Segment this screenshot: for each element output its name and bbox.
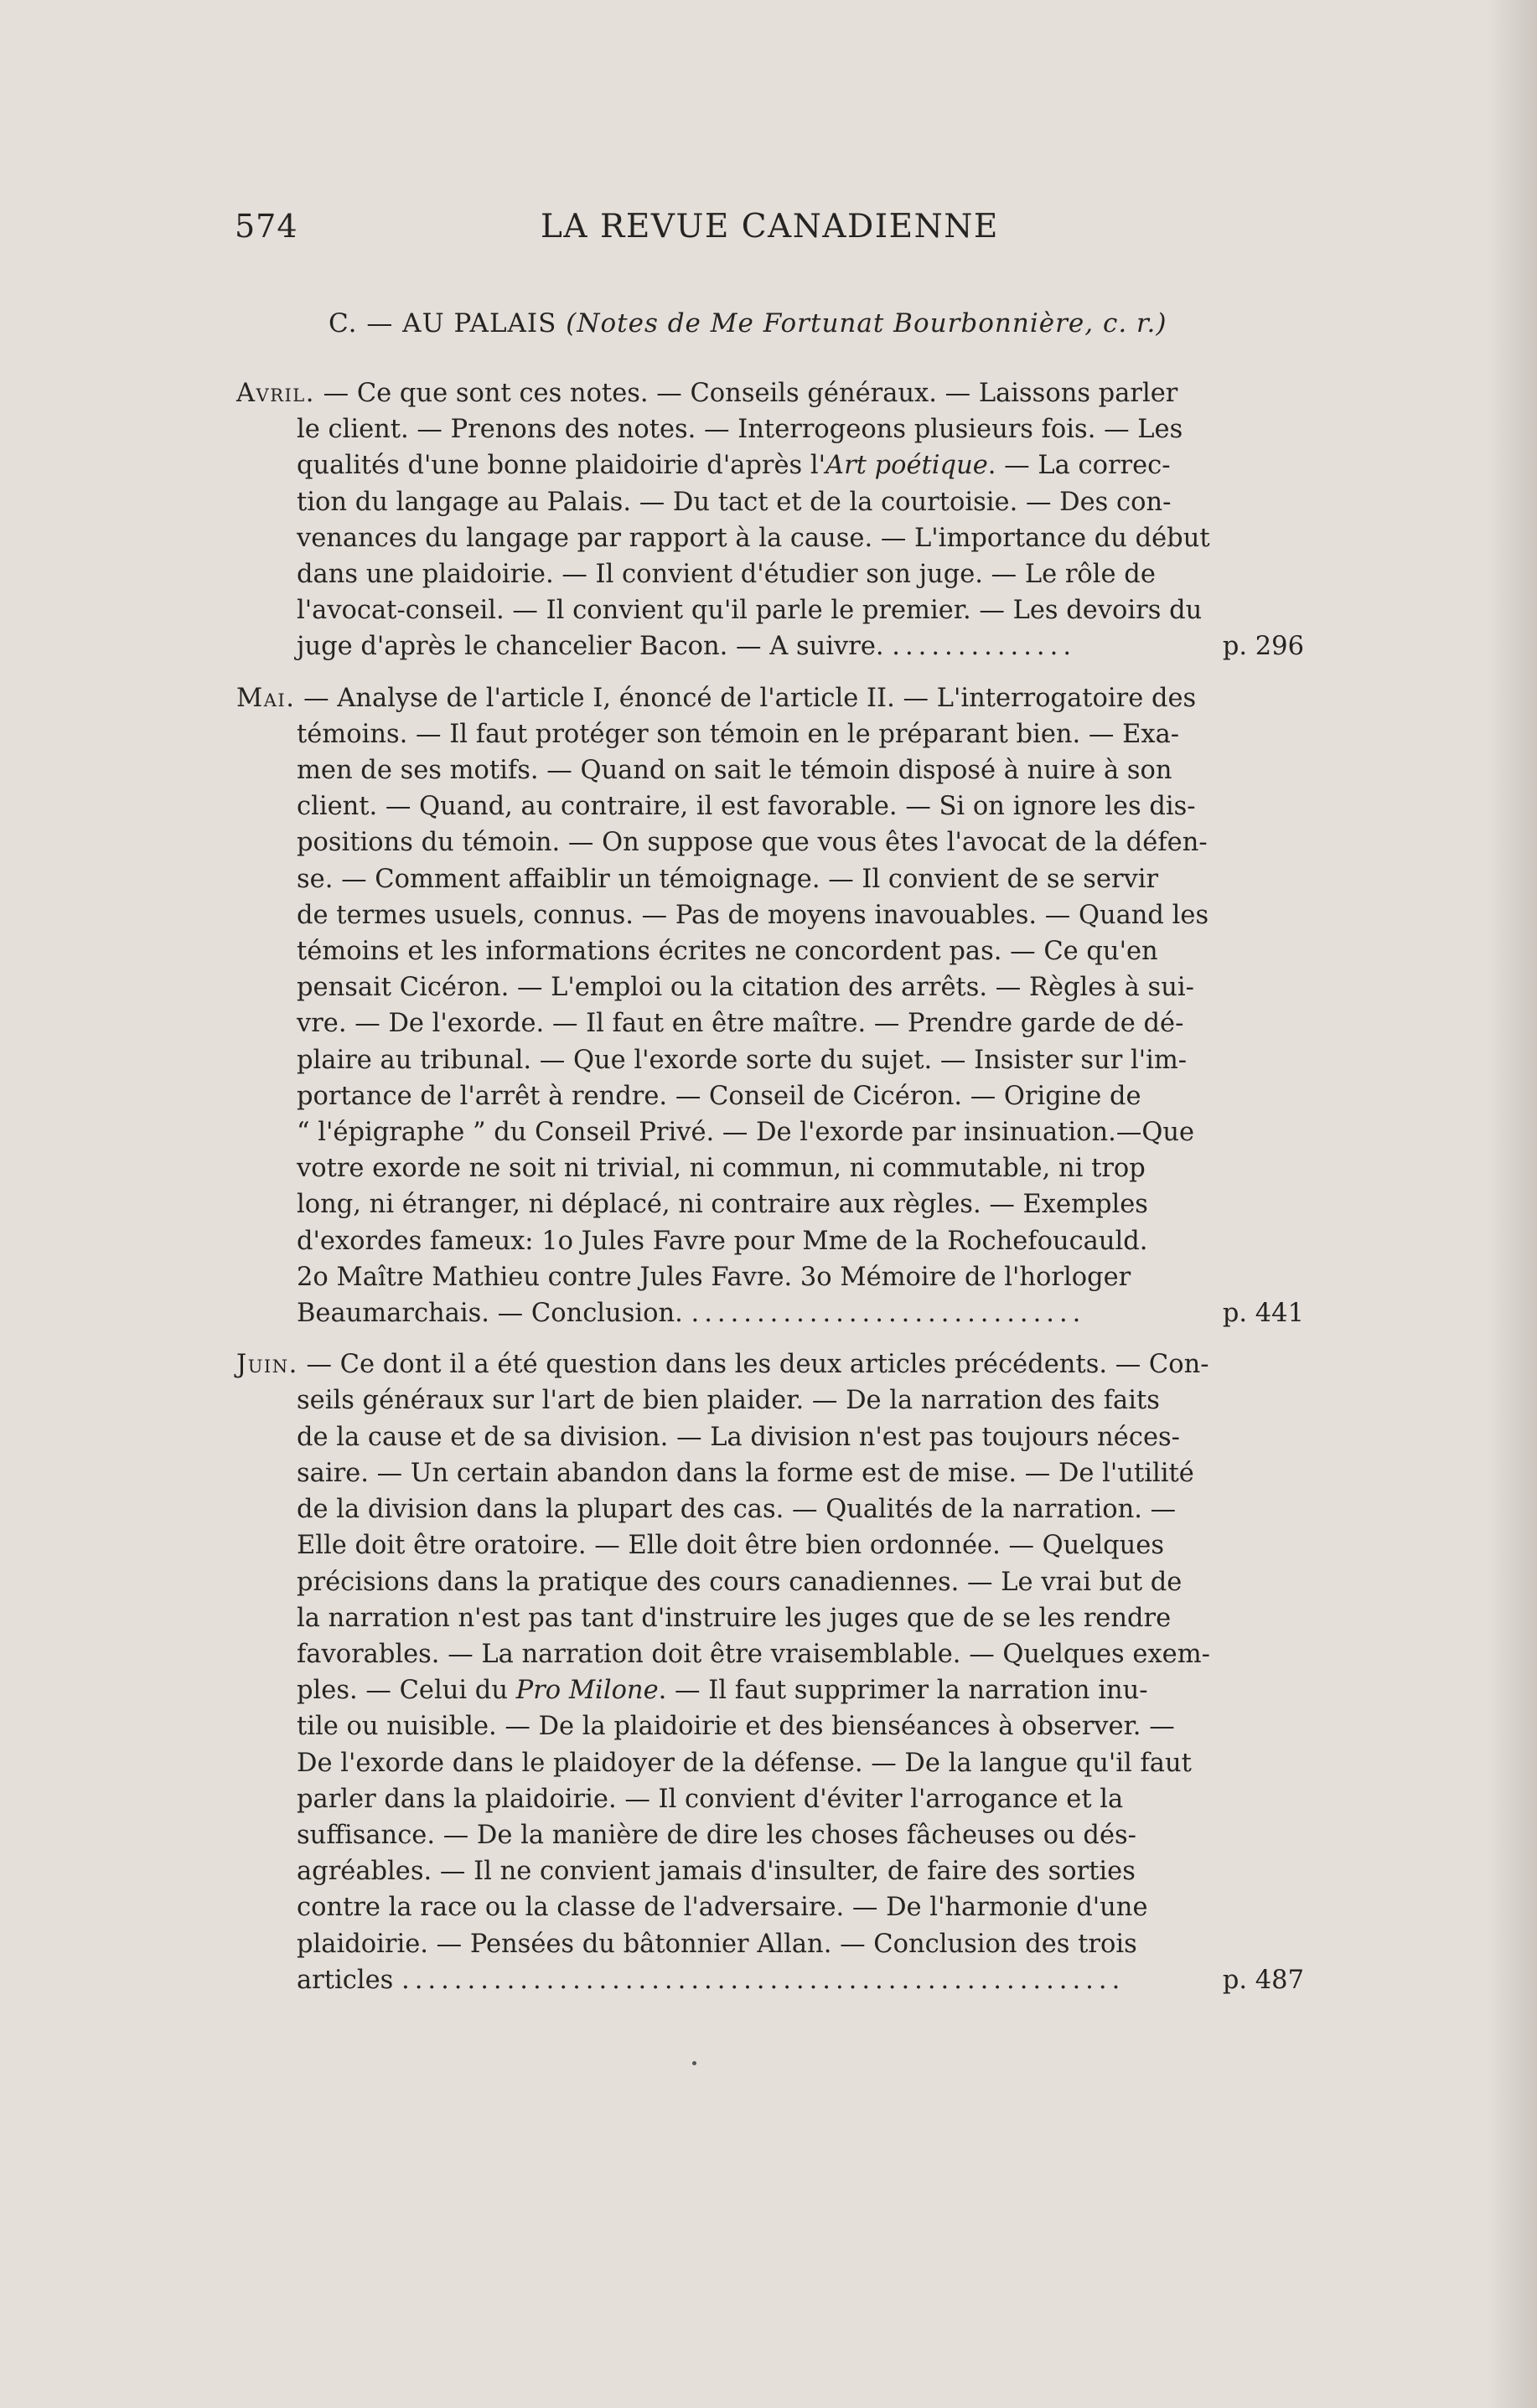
entry-line — [236, 1527, 1304, 1563]
section-label: C. — AU PALAIS — [329, 308, 557, 338]
entry-line — [236, 1564, 1304, 1600]
entry-text: Elle doit être oratoire. — Elle doit être bien ordonnée. — Quelques — [297, 1531, 1164, 1561]
entry-text: long, ni étranger, ni déplacé, ni contraire aux règles. — Exemples — [297, 1190, 1148, 1220]
page-header — [235, 208, 1073, 250]
entry-text: articles — [297, 1965, 394, 1995]
entry-text: juge d'après le chancelier Bacon. — A suivre. — [297, 632, 884, 662]
entry-text: de termes usuels, connus. — Pas de moyens inavouables. — Quand les — [297, 900, 1209, 930]
entry-text: men de ses motifs. — Quand on sait le témoin disposé à nuire à son — [297, 756, 1172, 786]
entry-text: venances du langage par rapport à la cause. — L'importance du début — [297, 523, 1210, 553]
entry-line — [236, 1382, 1304, 1418]
entry-text: d'exordes fameux: 1o Jules Favre pour Mme de la Rochefoucauld. — [297, 1226, 1148, 1256]
entry-line — [236, 788, 1304, 824]
entry-line — [236, 592, 1304, 628]
entry-line — [236, 1817, 1304, 1853]
entry-line — [236, 1186, 1304, 1222]
entry-text: plaire au tribunal. — Que l'exorde sorte du sujet. — Insister sur l'im- — [297, 1045, 1188, 1075]
entry-line — [236, 1889, 1304, 1925]
entry-line — [236, 1150, 1304, 1186]
entry-line — [236, 556, 1304, 592]
entry-line — [236, 1455, 1304, 1491]
entry-text: plaidoirie. — Pensées du bâtonnier Allan. — Conclusion des trois — [297, 1929, 1137, 1959]
entry-text: — Ce dont il a été question dans les deux articles précédents. — Con- — [298, 1350, 1209, 1380]
entries-list — [236, 375, 1304, 2013]
entry-text: dans une plaidoirie. — Il convient d'étudier son juge. — Le rôle de — [297, 560, 1156, 590]
entry-text: la narration n'est pas tant d'instruire les juges que de se les rendre — [297, 1603, 1172, 1633]
entry-line — [236, 375, 1304, 411]
italic-title: Pro Milone — [515, 1676, 659, 1706]
entry-text: . — La correc- — [987, 451, 1171, 481]
page-edge-shadow — [1487, 0, 1537, 2408]
entry-text: 2o Maître Mathieu contre Jules Favre. 3o Mémoire de l'horloger — [297, 1262, 1131, 1292]
running-head: LA REVUE CANADIENNE — [541, 208, 999, 245]
entry-line — [236, 1672, 1304, 1708]
section-title — [329, 308, 1167, 338]
entry-juin — [236, 1346, 1304, 1998]
entry-line — [236, 1600, 1304, 1636]
leader-dots: ....................................................... — [401, 1965, 1126, 1995]
entry-text: témoins. — Il faut protéger son témoin en le préparant bien. — Exa- — [297, 719, 1180, 749]
entry-line — [236, 1005, 1304, 1041]
entry-line — [236, 1745, 1304, 1781]
entry-text: “ l'épigraphe ” du Conseil Privé. — De l'exorde par insinuation.—Que — [297, 1118, 1195, 1148]
entry-line — [236, 520, 1304, 556]
entry-line — [236, 897, 1304, 933]
entry-text: de la division dans la plupart des cas. — Qualités de la narration. — — [297, 1495, 1177, 1525]
entry-text: saire. — Un certain abandon dans la forme est de mise. — De l'utilité — [297, 1458, 1194, 1488]
entry-text: agréables. — Il ne convient jamais d'insulter, de faire des sorties — [297, 1857, 1136, 1887]
entry-text: parler dans la plaidoirie. — Il convient d'éviter l'arrogance et la — [297, 1784, 1124, 1814]
entry-line — [236, 1295, 1304, 1331]
entry-text: précisions dans la pratique des cours canadiennes. — Le vrai but de — [297, 1567, 1183, 1597]
entry-line — [236, 1853, 1304, 1889]
entry-text: le client. — Prenons des notes. — Interrogeons plusieurs fois. — Les — [297, 415, 1183, 445]
entry-text: Beaumarchais. — Conclusion. — [297, 1299, 683, 1329]
entry-text: favorables. — La narration doit être vraisemblable. — Quelques exem- — [297, 1639, 1210, 1669]
entry-text: — Ce que sont ces notes. — Conseils généraux. — Laissons parler — [314, 379, 1178, 408]
page-reference: p. 441 — [1222, 1299, 1304, 1329]
entry-line — [236, 969, 1304, 1005]
entry-mai — [236, 680, 1304, 1332]
entry-text: tile ou nuisible. — De la plaidoirie et des bienséances à observer. — — [297, 1712, 1175, 1742]
entry-line — [236, 1114, 1304, 1150]
entry-line — [236, 1419, 1304, 1455]
entry-text: votre exorde ne soit ni trivial, ni commun, ni commutable, ni trop — [297, 1154, 1146, 1184]
entry-text: De l'exorde dans le plaidoyer de la défense. — De la langue qu'il faut — [297, 1748, 1192, 1778]
entry-text: vre. — De l'exorde. — Il faut en être maître. — Prendre garde de dé- — [297, 1009, 1184, 1039]
entry-line — [236, 1781, 1304, 1817]
entry-line — [236, 1926, 1304, 1962]
entry-text: témoins et les informations écrites ne concordent pas. — Ce qu'en — [297, 937, 1158, 967]
entry-line — [236, 1346, 1304, 1382]
entry-line — [236, 1636, 1304, 1672]
entry-line — [236, 411, 1304, 447]
entry-text: client. — Quand, au contraire, il est favorable. — Si on ignore les dis- — [297, 792, 1196, 822]
entry-line — [236, 716, 1304, 752]
entry-line — [236, 1042, 1304, 1078]
ink-speck — [692, 2061, 696, 2065]
entry-line — [236, 933, 1304, 969]
entry-avril — [236, 375, 1304, 665]
entry-line — [236, 1078, 1304, 1114]
section-subtitle: (Notes de Me Fortunat Bourbonnière, c. r.) — [566, 308, 1167, 338]
entry-text: suffisance. — De la manière de dire les choses fâcheuses ou dés- — [297, 1820, 1136, 1850]
leader-dots: .............................. — [691, 1299, 1086, 1329]
month-label: Juin. — [236, 1350, 298, 1380]
entry-text: se. — Comment affaiblir un témoignage. — Il convient de se servir — [297, 864, 1159, 894]
entry-text: de la cause et de sa division. — La division n'est pas toujours néces- — [297, 1422, 1180, 1452]
entry-line — [236, 628, 1304, 664]
entry-text: qualités d'une bonne plaidoirie d'après l' — [297, 451, 826, 481]
page-reference: p. 487 — [1222, 1965, 1304, 1995]
entry-line — [236, 1962, 1304, 1998]
leader-dots: .............. — [892, 632, 1077, 662]
entry-line — [236, 1708, 1304, 1744]
entry-text: ples. — Celui du — [297, 1676, 516, 1706]
entry-line — [236, 447, 1304, 483]
entry-line — [236, 861, 1304, 897]
entry-line — [236, 680, 1304, 716]
entry-text: — Analyse de l'article I, énoncé de l'article II. — L'interrogatoire des — [295, 683, 1197, 713]
month-label: Mai. — [236, 683, 296, 713]
entry-text: portance de l'arrêt à rendre. — Conseil de Cicéron. — Origine de — [297, 1081, 1141, 1111]
entry-text: tion du langage au Palais. — Du tact et de la courtoisie. — Des con- — [297, 487, 1172, 517]
entry-text: contre la race ou la classe de l'adversaire. — De l'harmonie d'une — [297, 1893, 1148, 1923]
entry-line — [236, 1259, 1304, 1295]
entry-line — [236, 752, 1304, 788]
italic-title: Art poétique — [825, 451, 988, 481]
entry-line — [236, 1491, 1304, 1527]
month-label: Avril. — [236, 379, 315, 408]
page-number: 574 — [235, 208, 298, 245]
entry-text: . — Il faut supprimer la narration inu- — [658, 1676, 1148, 1706]
entry-line — [236, 484, 1304, 520]
entry-text: seils généraux sur l'art de bien plaider. — De la narration des faits — [297, 1386, 1160, 1416]
entry-line — [236, 824, 1304, 860]
entry-text: pensait Cicéron. — L'emploi ou la citation des arrêts. — Règles à sui- — [297, 973, 1194, 1003]
entry-text: l'avocat-conseil. — Il convient qu'il parle le premier. — Les devoirs du — [297, 596, 1203, 626]
page-reference: p. 296 — [1222, 632, 1304, 662]
entry-line — [236, 1223, 1304, 1259]
entry-text: positions du témoin. — On suppose que vous êtes l'avocat de la défen- — [297, 828, 1208, 858]
